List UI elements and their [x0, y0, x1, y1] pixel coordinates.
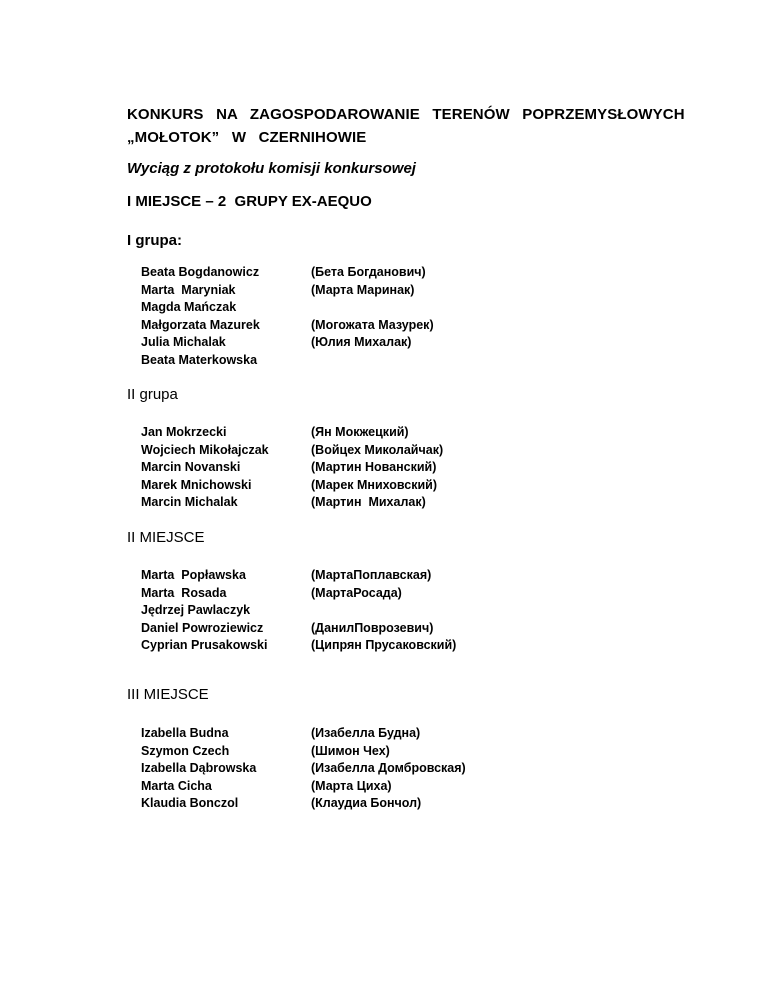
group2-member-cyrillic: (Марек Мниховский): [311, 477, 438, 492]
group1-heading: I grupa:: [127, 232, 182, 249]
group1-member-latin: Małgorzata Mazurek: [141, 317, 260, 332]
group2-member-latin: Marek Mnichowski: [141, 477, 252, 492]
second-place-heading: II MIEJSCE: [127, 529, 205, 546]
second-place-member-cyrillic: (ДанилПоврозевич): [311, 620, 434, 635]
third-place-member-cyrillic: (Марта Циха): [311, 778, 392, 793]
document-subtitle: Wyciąg z protokołu komisji konkursowej: [127, 160, 416, 177]
third-place-member-latin: Izabella Budna: [141, 726, 229, 740]
group2-latin-list: [141, 424, 269, 512]
group2-member-latin: Marcin Michalak: [141, 495, 238, 510]
group1-member-cyrillic: [311, 299, 434, 317]
group1-member-latin: Julia Michalak: [141, 335, 226, 350]
group2-member-cyrillic: (Ян Мокжецкий): [311, 425, 409, 439]
group2-heading: II grupa: [127, 386, 178, 403]
third-place-member-cyrillic: (Изабелла Домбровская): [311, 761, 466, 776]
group1-member-latin: Marta Maryniak: [141, 282, 236, 297]
third-place-member-latin: Marta Cicha: [141, 778, 212, 793]
second-place-member-latin: Marta Popławska: [141, 568, 246, 582]
second-place-member-latin: Jędrzej Pawlaczyk: [141, 603, 251, 618]
third-place-heading: III MIEJSCE: [127, 686, 209, 703]
third-place-member-cyrillic: (Изабелла Будна): [311, 726, 421, 740]
third-place-member-latin: Klaudia Bonczol: [141, 796, 239, 811]
group2-member-cyrillic: (Войцех Миколайчак): [311, 442, 444, 457]
group2-member-latin: Wojciech Mikołajczak: [141, 442, 269, 457]
group2-member-latin: Marcin Novanski: [141, 460, 241, 475]
second-place-member-latin: Cyprian Prusakowski: [141, 638, 268, 653]
second-place-member-cyrillic: (МартаПоплавская): [311, 568, 432, 582]
second-place-member-cyrillic: (МартаРосада): [311, 585, 402, 600]
title-line-1: KONKURS NA ZAGOSPODAROWANIE TERENÓW POPRZEMYSŁOWYCH: [127, 106, 685, 123]
third-place-member-latin: Izabella Dąbrowska: [141, 761, 257, 776]
group1-member-latin: Beata Materkowska: [141, 352, 258, 367]
second-place-member-latin: Daniel Powroziewicz: [141, 620, 264, 635]
document-title: [127, 103, 685, 149]
group1-member-cyrillic: (Могожата Мазурек): [311, 317, 434, 332]
third-place-cyrillic-list: [311, 725, 466, 813]
group2-member-latin: Jan Mokrzecki: [141, 425, 227, 439]
group1-member-cyrillic: (Марта Маринак): [311, 282, 415, 297]
group2-member-cyrillic: (Мартин Нованский): [311, 460, 437, 475]
group1-cyrillic-list: [311, 264, 434, 370]
third-place-member-latin: Szymon Czech: [141, 743, 230, 758]
group2-member-cyrillic: (Мартин Михалак): [311, 495, 426, 510]
third-place-latin-list: [141, 725, 256, 813]
group1-member-latin: Magda Mańczak: [141, 300, 237, 315]
second-place-member-latin: Marta Rosada: [141, 585, 227, 600]
first-place-heading: I MIEJSCE – 2 GRUPY EX-AEQUO: [127, 193, 372, 210]
group2-cyrillic-list: [311, 424, 443, 512]
group1-member-cyrillic: (Юлия Михалак): [311, 335, 412, 350]
third-place-member-cyrillic: (Шимон Чех): [311, 743, 390, 758]
second-place-member-cyrillic: [311, 602, 456, 620]
second-place-member-cyrillic: (Ципрян Прусаковский): [311, 638, 457, 653]
title-line-2: „MOŁOTOK” W CZERNIHOWIE: [127, 129, 367, 146]
second-place-cyrillic-list: [311, 567, 456, 655]
group1-member-cyrillic: (Бета Богданович): [311, 265, 426, 279]
group1-latin-list: [141, 264, 260, 370]
third-place-member-cyrillic: (Клаудиа Бончол): [311, 796, 422, 811]
second-place-latin-list: [141, 567, 267, 655]
group1-member-cyrillic: [311, 352, 434, 370]
group1-member-latin: Beata Bogdanowicz: [141, 265, 260, 279]
